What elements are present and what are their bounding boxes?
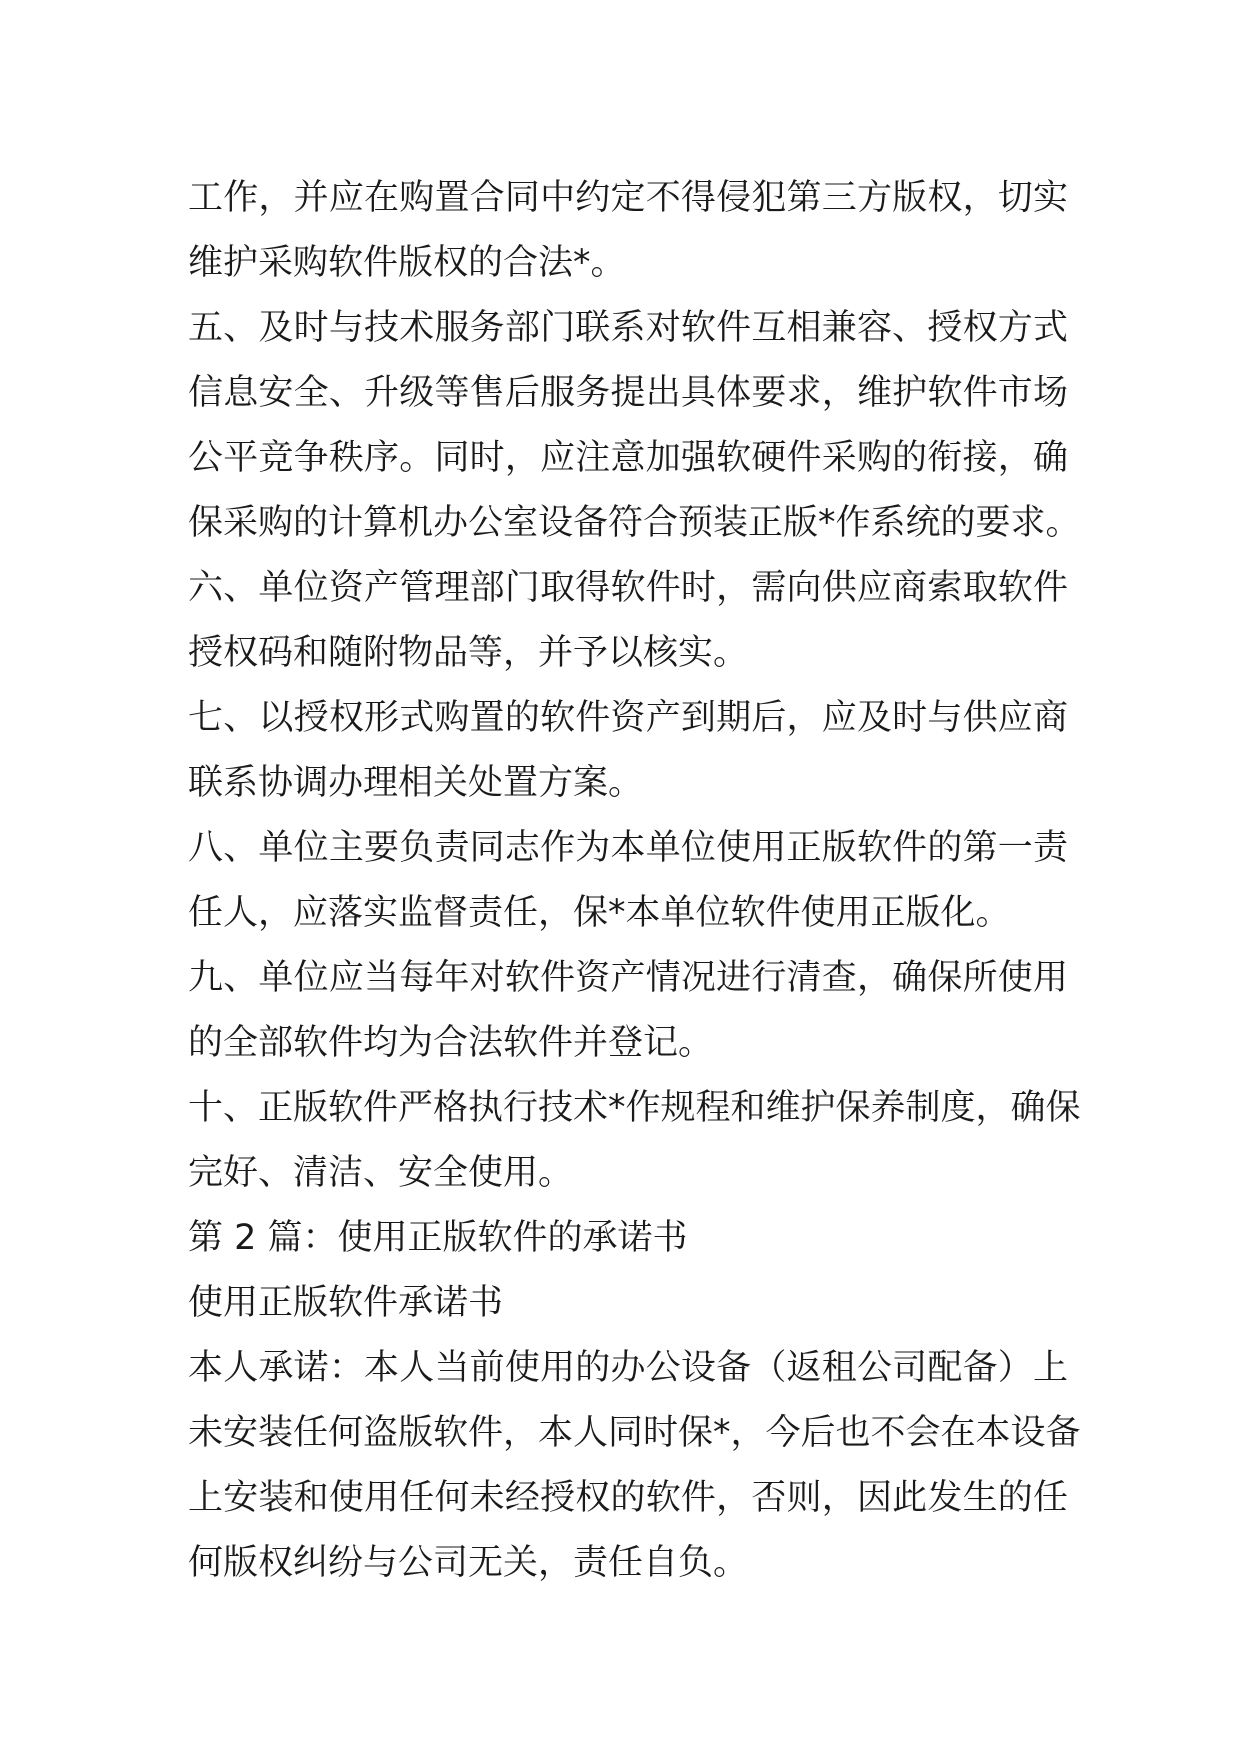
text-line: 九、单位应当每年对软件资产情况进行清查，确保所使用 [188,958,1068,998]
text-line: 十、正版软件严格执行技术*作规程和维护保养制度，确保 [188,1088,1081,1128]
text-line: 七、以授权形式购置的软件资产到期后，应及时与供应商 [188,698,1068,738]
document-title: 使用正版软件承诺书 [188,1283,504,1323]
text-line: 何版权纠纷与公司无关，责任自负。 [188,1543,749,1583]
text-line: 五、及时与技术服务部门联系对软件互相兼容、授权方式 [188,308,1068,348]
text-line: 上安装和使用任何未经授权的软件，否则，因此发生的任 [188,1478,1068,1518]
text-line: 公平竞争秩序。同时，应注意加强软硬件采购的衔接，确 [188,438,1068,478]
text-line: 联系协调办理相关处置方案。 [188,763,644,803]
text-line: 本人承诺：本人当前使用的办公设备（返租公司配备）上 [188,1348,1068,1388]
text-line: 未安装任何盗版软件，本人同时保*，今后也不会在本设备 [188,1413,1081,1453]
text-line: 工作，并应在购置合同中约定不得侵犯第三方版权，切实 [188,178,1068,218]
text-line: 完好、清洁、安全使用。 [188,1153,574,1193]
text-line: 保采购的计算机办公室设备符合预装正版*作系统的要求。 [188,503,1081,543]
text-line: 授权码和随附物品等，并予以核实。 [188,633,749,673]
section-heading: 第 2 篇：使用正版软件的承诺书 [188,1218,688,1258]
text-line: 八、单位主要负责同志作为本单位使用正版软件的第一责 [188,828,1068,868]
text-line: 六、单位资产管理部门取得软件时，需向供应商索取软件 [188,568,1068,608]
text-line: 任人，应落实监督责任，保*本单位软件使用正版化。 [188,893,1011,933]
document-body [188,166,1081,1596]
text-line: 的全部软件均为合法软件并登记。 [188,1023,714,1063]
text-line: 维护采购软件版权的合法*。 [188,243,626,283]
text-line: 信息安全、升级等售后服务提出具体要求，维护软件市场 [188,373,1068,413]
